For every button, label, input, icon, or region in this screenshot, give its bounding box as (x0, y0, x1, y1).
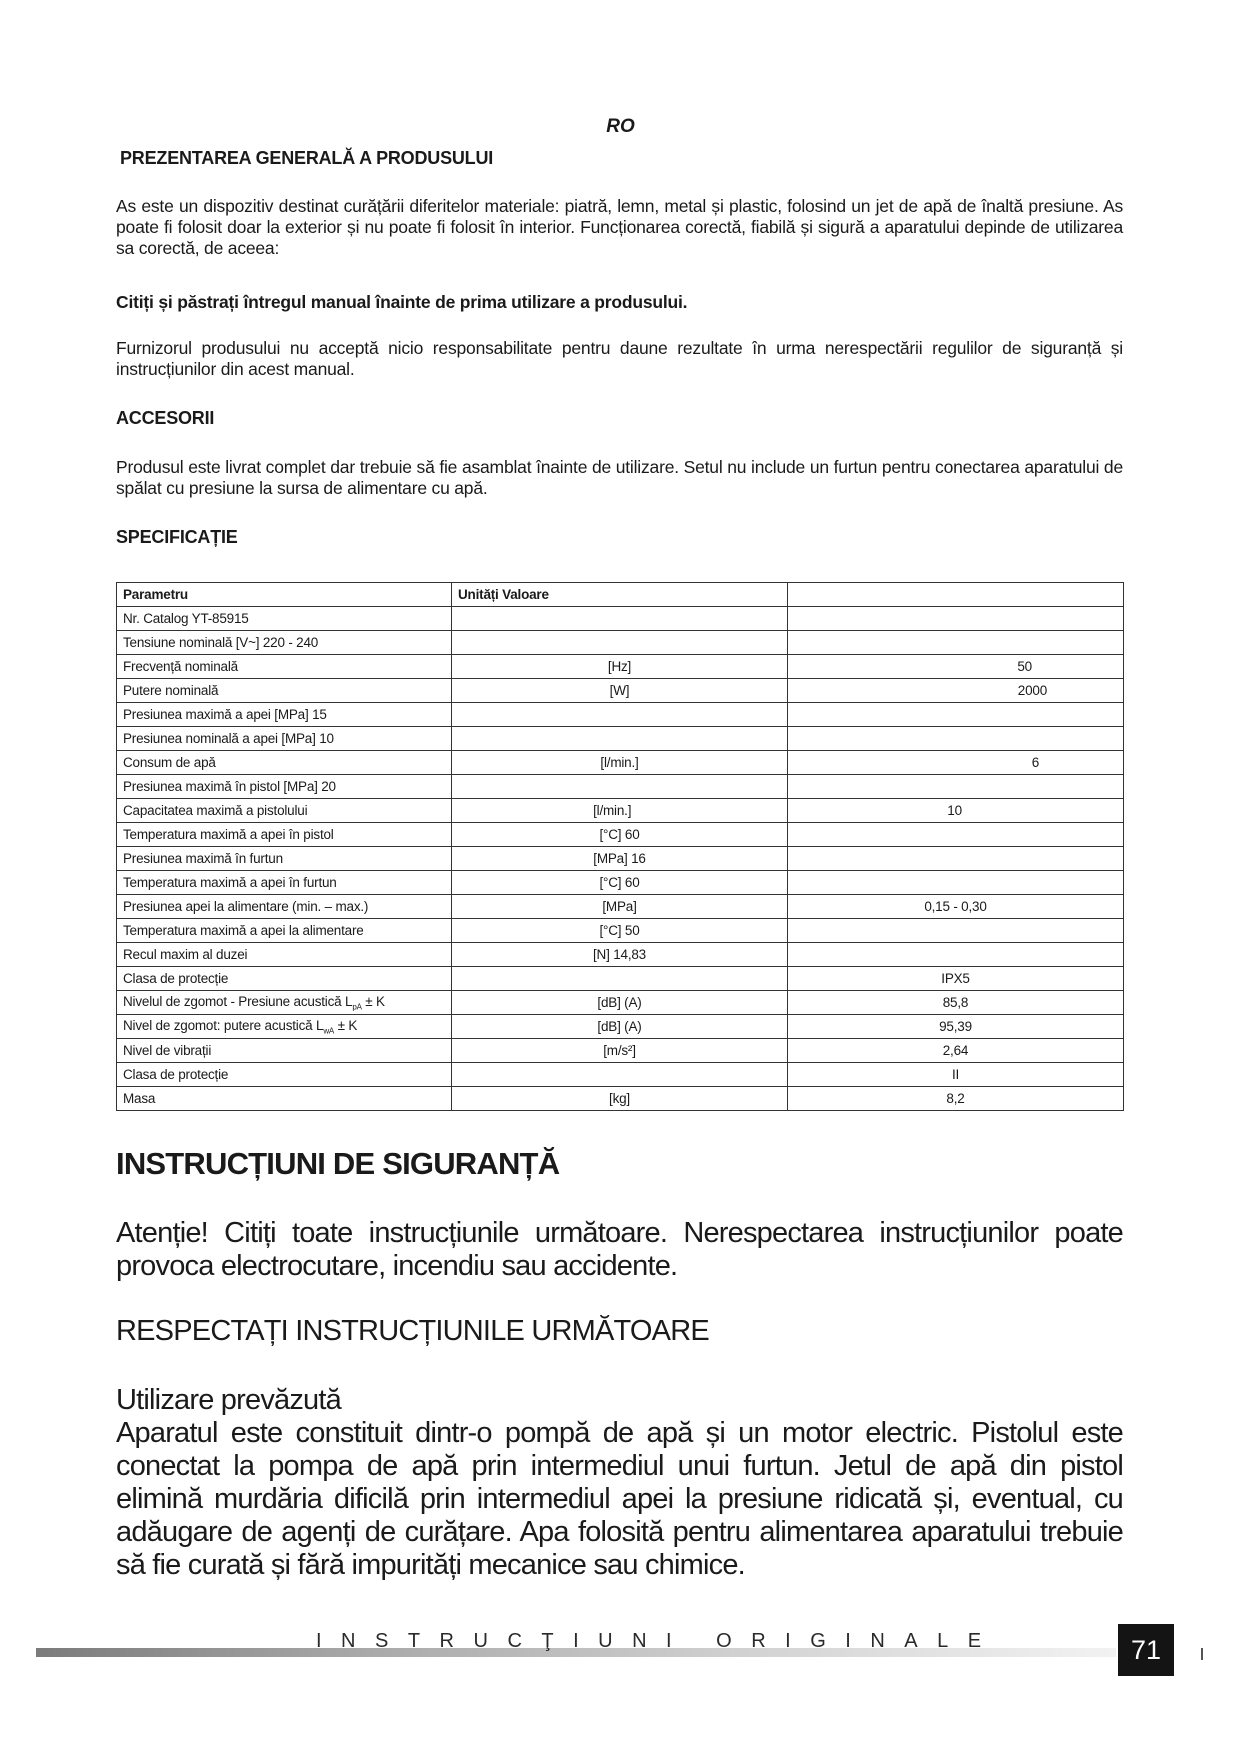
spec-param: Temperatura maximă a apei în furtun (117, 871, 452, 895)
accessories-heading: ACCESORII (116, 408, 215, 428)
spec-param: Nivel de vibrații (117, 1039, 452, 1063)
spec-value: 2000 (788, 679, 1124, 703)
spec-value: 95,39 (788, 1015, 1124, 1039)
spec-param: Temperatura maximă a apei în pistol (117, 823, 452, 847)
header-units-value: Unități Valoare (452, 583, 788, 607)
specification-table (116, 582, 1124, 1111)
table-row (117, 703, 1124, 727)
spec-value: IPX5 (788, 967, 1124, 991)
table-row (117, 943, 1124, 967)
table-row (117, 967, 1124, 991)
footer-label: INSTRUCŢIUNI ORIGINALE (316, 1630, 1001, 1652)
spec-value (788, 823, 1124, 847)
spec-unit (452, 703, 788, 727)
spec-value (788, 943, 1124, 967)
spec-param: Presiunea maximă a apei [MPa] 15 (117, 703, 452, 727)
margin-tick-mark (1201, 1648, 1203, 1660)
table-row (117, 631, 1124, 655)
spec-unit: [kg] (452, 1087, 788, 1111)
spec-unit (452, 1063, 788, 1087)
table-row (117, 1087, 1124, 1111)
spec-value: 6 (788, 751, 1124, 775)
table-row (117, 751, 1124, 775)
spec-value (788, 703, 1124, 727)
spec-unit: [°C] 50 (452, 919, 788, 943)
spec-unit (452, 631, 788, 655)
table-header-row (117, 583, 1124, 607)
intended-use-paragraph: Aparatul este constituit dintr-o pompă de apă și un motor electric. Pistolul este conectat la pompa de apă prin intermediul unui furtun. Jetul de apă din pistol elimină murdăria dificilă prin intermediul apei la presiune ridicată și, eventual, cu adăugare de agenți de curățare. Apa folosită pentru alimentarea aparatului trebuie să fie curată și fără impurități mecanice sau chimice. (116, 1417, 1123, 1581)
spec-unit: [N] 14,83 (452, 943, 788, 967)
spec-param: Clasa de protecție (117, 1063, 452, 1087)
spec-param: Tensiune nominală [V~] 220 - 240 (117, 631, 452, 655)
spec-unit: [°C] 60 (452, 823, 788, 847)
accessories-paragraph: Produsul este livrat complet dar trebuie să fie asamblat înainte de utilizare. Setul nu include un furtun pentru conectarea aparatului de spălat cu presiune la sursa de alimentare cu apă. (116, 457, 1123, 498)
table-row (117, 775, 1124, 799)
table-row (117, 679, 1124, 703)
spec-param: Temperatura maximă a apei la alimentare (117, 919, 452, 943)
spec-value: 10 (947, 803, 962, 818)
table-row (117, 1039, 1124, 1063)
spec-value (788, 775, 1124, 799)
specification-heading: SPECIFICAȚIE (116, 527, 238, 547)
table-row (117, 919, 1124, 943)
header-empty (788, 583, 1124, 607)
table-row (117, 727, 1124, 751)
follow-instructions-heading: RESPECTAȚI INSTRUCȚIUNILE URMĂTOARE (116, 1315, 709, 1347)
spec-unit: [°C] 60 (452, 871, 788, 895)
spec-param: Capacitatea maximă a pistolului (117, 799, 452, 823)
page-number: 71 (1118, 1624, 1174, 1676)
spec-param: Presiunea maximă în furtun (117, 847, 452, 871)
spec-unit (452, 607, 788, 631)
table-row (117, 607, 1124, 631)
table-row (117, 655, 1124, 679)
spec-value (788, 919, 1124, 943)
spec-value: 50 (788, 655, 1124, 679)
spec-unit (452, 727, 788, 751)
table-row (117, 799, 1124, 823)
spec-unit: [Hz] (452, 655, 788, 679)
table-row (117, 871, 1124, 895)
spec-param: Presiunea maximă în pistol [MPa] 20 (117, 775, 452, 799)
spec-unit: [dB] (A) (452, 991, 788, 1015)
spec-value (788, 631, 1124, 655)
spec-param: Presiunea apei la alimentare (min. – max.) (117, 895, 452, 919)
spec-param: Frecvență nominală (117, 655, 452, 679)
header-parameter: Parametru (117, 583, 452, 607)
safety-heading: INSTRUCȚIUNI DE SIGURANȚĂ (116, 1146, 560, 1181)
spec-value: 8,2 (788, 1087, 1124, 1111)
spec-value: 2,64 (788, 1039, 1124, 1063)
spec-value (788, 847, 1124, 871)
spec-param: Masa (117, 1087, 452, 1111)
table-row (117, 823, 1124, 847)
spec-value (788, 871, 1124, 895)
read-manual-note: Citiți și păstrați întregul manual înainte de prima utilizare a produsului. (116, 292, 688, 312)
safety-warning: Atenție! Citiți toate instrucțiunile următoare. Nerespectarea instrucțiunilor poate provoca electrocutare, incendiu sau accidente. (116, 1217, 1123, 1282)
spec-unit (452, 775, 788, 799)
spec-unit: [m/s²] (452, 1039, 788, 1063)
spec-param: Consum de apă (117, 751, 452, 775)
product-intro-paragraph: As este un dispozitiv destinat curățării diferitelor materiale: piatră, lemn, metal și plastic, folosind un jet de apă de înaltă presiune. As poate fi folosit doar la exterior și nu poate fi folosit în interior. Funcționarea corectă, fiabilă și sigură a aparatului depinde de utilizarea sa corectă, de aceea: (116, 196, 1123, 258)
intended-use-heading: Utilizare prevăzută (116, 1384, 341, 1416)
spec-param: Presiunea nominală a apei [MPa] 10 (117, 727, 452, 751)
table-row (117, 1063, 1124, 1087)
spec-value: 0,15 - 0,30 (788, 895, 1124, 919)
spec-unit: [W] (452, 679, 788, 703)
liability-paragraph: Furnizorul produsului nu acceptă nicio responsabilitate pentru daune rezultate în urma nerespectării regulilor de siguranță și instrucțiunilor din acest manual. (116, 338, 1123, 379)
table-row (117, 847, 1124, 871)
spec-unit: [MPa] 16 (452, 847, 788, 871)
spec-unit: [MPa] (452, 895, 788, 919)
spec-param: Nivel de zgomot: putere acustică $L_{wA} \pm K$ (117, 1015, 452, 1039)
spec-param: Nivelul de zgomot - Presiune acustică $L_{pA} \pm K$ (117, 991, 452, 1015)
spec-unit (452, 967, 788, 991)
table-row (117, 991, 1124, 1015)
spec-unit: [l/min.] (452, 751, 788, 775)
spec-value: II (788, 1063, 1124, 1087)
spec-value (788, 727, 1124, 751)
spec-param: Nr. Catalog YT-85915 (117, 607, 452, 631)
spec-value (788, 607, 1124, 631)
spec-param: Recul maxim al duzei (117, 943, 452, 967)
spec-param: Clasa de protecție (117, 967, 452, 991)
language-code: RO (606, 116, 635, 137)
spec-value: 85,8 (788, 991, 1124, 1015)
table-row (117, 1015, 1124, 1039)
table-row (117, 895, 1124, 919)
product-overview-heading: PREZENTAREA GENERALĂ A PRODUSULUI (120, 148, 494, 168)
spec-unit: [l/min.] 10 (452, 799, 788, 823)
spec-unit: [dB] (A) (452, 1015, 788, 1039)
spec-param: Putere nominală (117, 679, 452, 703)
